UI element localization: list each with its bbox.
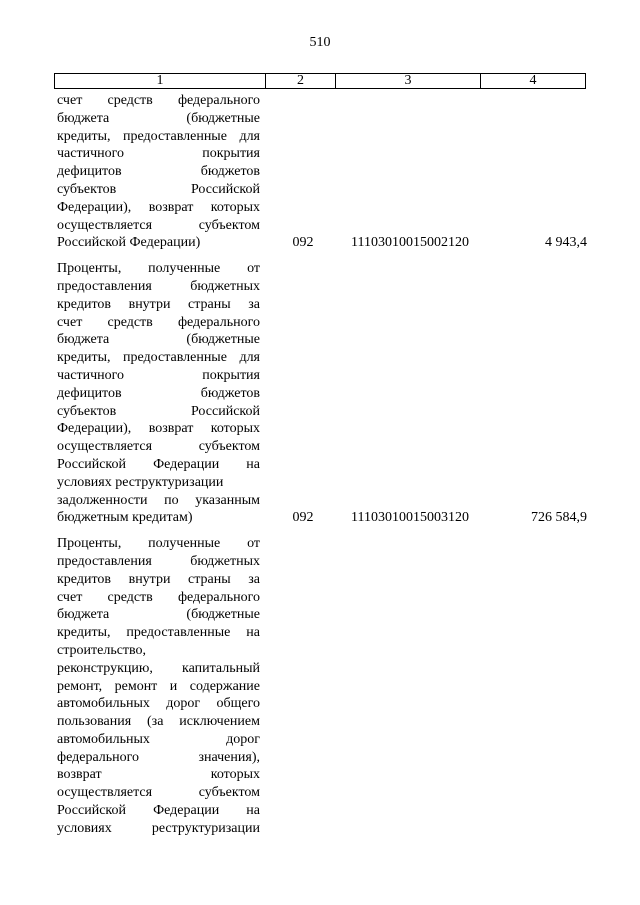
description-line: автомобильных дорог	[57, 731, 260, 747]
description-line: осуществляется субъектом	[57, 785, 260, 801]
description-line: кредиты, предоставленные для	[57, 350, 260, 366]
description-line: Федерации), возврат которых	[57, 421, 260, 437]
description-line: федерального значения),	[57, 749, 260, 765]
row-classification-code: 11103010015002120	[351, 235, 469, 251]
description-line: счет средств федерального	[57, 93, 260, 108]
description-line: Проценты, полученные от	[57, 261, 260, 277]
description-line: субъектов Российской	[57, 403, 260, 419]
description-line: кредитов внутри страны за	[57, 296, 260, 312]
description-line: бюджета (бюджетные	[57, 332, 260, 348]
description-line: частичного покрытия	[57, 146, 260, 162]
description-line: осуществляется субъектом	[57, 217, 260, 233]
description-line: субъектов Российской	[57, 181, 260, 197]
description-line: дефицитов бюджетов	[57, 385, 260, 401]
description-line: кредиты, предоставленные на	[57, 625, 260, 641]
row-description	[57, 92, 260, 252]
header-col-4: 4	[529, 73, 537, 88]
description-line: бюджета (бюджетные	[57, 110, 260, 126]
description-line: Федерации), возврат которых	[57, 199, 260, 215]
description-line: реконструкцию, капитальный	[57, 660, 260, 676]
description-line: Проценты, полученные от	[57, 536, 260, 552]
table-header	[54, 73, 586, 89]
description-line: пользования (за исключением	[57, 714, 260, 730]
row-description	[57, 260, 260, 527]
description-line: задолженности по указанным	[57, 492, 260, 508]
table-row	[57, 92, 587, 252]
description-line: Российской Федерации на	[57, 803, 260, 819]
row-gap	[57, 527, 587, 535]
page-number: 510	[309, 35, 331, 50]
description-line: предоставления бюджетных	[57, 278, 260, 294]
table-row	[57, 260, 587, 527]
description-line: частичного покрытия	[57, 367, 260, 383]
description-line: кредитов внутри страны за	[57, 571, 260, 587]
description-line: счет средств федерального	[57, 589, 260, 605]
description-line: возврат которых	[57, 767, 260, 783]
description-line: Российской Федерации)	[57, 235, 201, 251]
row-admin-code: 092	[292, 510, 314, 526]
row-admin-code: 092	[292, 235, 314, 251]
header-col-1: 1	[55, 74, 266, 88]
description-line: условиях реструктуризации	[57, 820, 260, 836]
description-line: Российской Федерации на	[57, 456, 260, 472]
description-line: бюджета (бюджетные	[57, 607, 260, 623]
table-body	[57, 92, 587, 838]
header-col-2: 2	[266, 74, 336, 88]
description-line: ремонт, ремонт и содержание	[57, 678, 260, 694]
row-amount: 4 943,4	[545, 235, 587, 251]
header-col-3: 3	[336, 74, 481, 88]
description-line: дефицитов бюджетов	[57, 164, 260, 180]
description-line: кредиты, предоставленные для	[57, 128, 260, 144]
description-line: предоставления бюджетных	[57, 553, 260, 569]
row-description	[57, 535, 260, 838]
row-classification-code: 11103010015003120	[351, 510, 469, 526]
description-line: осуществляется субъектом	[57, 439, 260, 455]
row-gap	[57, 252, 587, 260]
description-line: автомобильных дорог общего	[57, 696, 260, 712]
description-line: бюджетным кредитам)	[57, 510, 193, 526]
row-amount: 726 584,9	[531, 510, 587, 526]
table-row	[57, 535, 587, 838]
description-line: счет средств федерального	[57, 314, 260, 330]
description-line: строительство,	[57, 642, 147, 658]
description-line: условиях реструктуризации	[57, 474, 224, 490]
